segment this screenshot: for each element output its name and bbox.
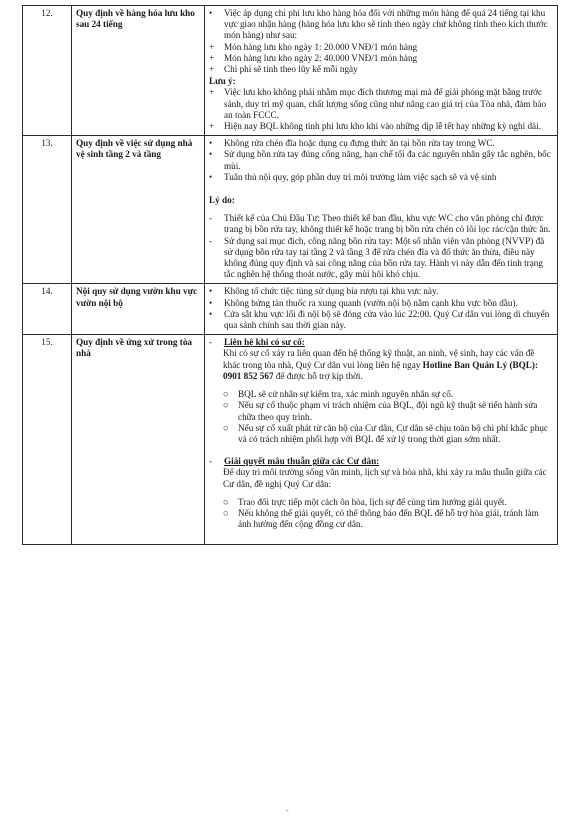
reason-label: Lý do:: [209, 195, 235, 206]
row-number: 14.: [23, 284, 72, 335]
circle-bullet-icon: ○: [223, 507, 229, 518]
regulations-table: [22, 5, 558, 545]
list-item: + Hiện nay BQL không tính phí lưu kho khi vào những dịp lễ tết hay những kỳ nghỉ dài.: [209, 121, 541, 132]
row-title: Quy định về ứng xử trong tòa nhà: [72, 335, 205, 545]
bullet-icon: •: [209, 308, 213, 319]
list-item: • Tuân thủ nội quy, góp phần duy trì môi trường làm việc sạch sẽ và vệ sinh: [209, 171, 497, 182]
plus-icon: +: [209, 41, 215, 52]
row-content: [205, 335, 558, 545]
row-title: Quy định về hàng hóa lưu kho sau 24 tiếng: [72, 6, 205, 136]
list-item: + Món hàng lưu kho ngày 2: 40.000 VNĐ/1 món hàng: [209, 52, 418, 63]
list-item: • Sử dụng bồn rửa tay đúng công năng, hạn chế tối đa các nguyên nhân gây tắc nghẽn, bốc mùi.: [209, 149, 551, 171]
table-row: [23, 6, 558, 136]
row-title: Nội quy sử dụng vườn khu vực vườn nội bộ: [72, 284, 205, 335]
row-title: Quy định về việc sử dụng nhà vệ sinh tầng 2 và tầng: [72, 136, 205, 284]
bullet-icon: •: [209, 149, 213, 160]
circle-bullet-icon: ○: [223, 496, 229, 507]
list-item: • Không rửa chén đĩa hoặc dụng cụ đựng thức ăn tại bồn rửa tay trong WC.: [209, 138, 495, 149]
paragraph: Khi có sự cố xảy ra liên quan đến hệ thống kỹ thuật, an ninh, vệ sinh, hay các vấn đề khác trong tòa nhà, Quý Cư dân vui lòng liên hệ ngay Hotline Ban Quản Lý (BQL): 0901 852 567 để được hỗ trợ kịp thời.: [223, 348, 539, 381]
page-mark: -: [286, 806, 289, 815]
circle-bullet-icon: ○: [223, 389, 229, 400]
list-item: + Chi phí sẽ tính theo lũy kế mỗi ngày: [209, 64, 358, 75]
table-row: [23, 284, 558, 335]
dash-icon: -: [209, 456, 213, 467]
bullet-icon: •: [209, 171, 213, 182]
section-heading: - Liên hệ khi có sự cố:: [209, 337, 305, 348]
hotline-text: Hotline Ban Quản Lý (BQL): 0901 852 567: [223, 359, 539, 381]
row-content: [205, 284, 558, 335]
list-item: • Không bứng tàn thuốc ra xung quanh (vườn nội bộ nằm cạnh khu vực bồn dầu).: [209, 297, 518, 308]
row-number: 12.: [23, 6, 72, 136]
plus-icon: +: [209, 64, 215, 75]
list-item: • Việc áp dụng chi phí lưu kho hàng hóa đối với những món hàng để quá 24 tiếng tại khu vực giao nhận hàng (hàng hóa lưu kho sẽ tính theo ngày chứ không tính theo kích thước món hàng) như sau:: [209, 8, 548, 41]
row-number: 13.: [23, 136, 72, 284]
table-row: [23, 136, 558, 284]
row-content: [205, 136, 558, 284]
section-heading: - Giải quyết mâu thuẫn giữa các Cư dân:: [209, 456, 380, 467]
list-item: ○ Nếu sự cố xuất phát từ căn hộ của Cư dân, Cư dân sẽ chịu toàn bộ chi phí khắc phục và có trách nhiệm phối hợp với BQL để xử lý trong thời gian sớm nhất.: [223, 422, 549, 444]
table-row: [23, 335, 558, 545]
note-label: Lưu ý:: [209, 76, 236, 87]
plus-icon: +: [209, 121, 215, 132]
plus-icon: +: [209, 87, 215, 98]
row-number: 15.: [23, 335, 72, 545]
list-item: + Việc lưu kho không phải nhằm mục đích thương mại mà để giải phóng mặt bằng trước sảnh, duy trì mỹ quan, chất lượng sống cũng như nâng cao giá trị của Tòa nhà, đảm bảo an toàn FCCC.: [209, 87, 547, 120]
paragraph: Để duy trì môi trường sống văn minh, lịch sự và hòa nhã, khi xảy ra mâu thuẫn giữa các Cư dân, đề nghị Quý Cư dân:: [223, 467, 547, 489]
dash-icon: -: [209, 235, 213, 246]
list-item: • Cửa sắt khu vực lối đi nội bộ sẽ đóng cửa vào lúc 22:00. Quý Cư dân vui lòng di chuyển qua sảnh chính sau thời gian này.: [209, 308, 550, 331]
bullet-icon: •: [209, 138, 213, 149]
bullet-icon: •: [209, 286, 213, 297]
list-item: ○ Trao đổi trực tiếp một cách ôn hòa, lịch sự để cùng tìm hướng giải quyết.: [223, 496, 507, 507]
list-item: - Thiết kế của Chủ Đầu Tư: Theo thiết kế ban đầu, khu vực WC cho văn phòng chỉ được trang bị bồn rửa tay, không thiết kế hoặc trang bị bồn rửa chén có lõi lọc rác/cặn thức ăn.: [209, 213, 551, 235]
list-item: • Không tổ chức tiệc tùng sử dụng bia rượu tại khu vực này.: [209, 286, 439, 297]
circle-bullet-icon: ○: [223, 422, 229, 433]
list-item: + Món hàng lưu kho ngày 1: 20.000 VNĐ/1 món hàng: [209, 41, 418, 52]
row-content: [205, 6, 558, 136]
list-item: - Sử dụng sai mục đích, công năng bồn rửa tay: Một số nhân viên văn phòng (NVVP) đã sử dụng bồn rửa tay tại tầng 2 và tầng 3 để rửa chén đĩa và đổ thức ăn thừa, điều này không đúng quy định và sai công năng của bồn rửa tay. Hành vi này dẫn đến tình trạng tắc nghẽn hệ thống thoát nước, gây mùi hôi khó chịu.: [209, 235, 545, 280]
dash-icon: -: [209, 337, 213, 348]
list-item: ○ Nếu không thể giải quyết, có thể thông báo đến BQL để hỗ trợ hòa giải, tránh làm ảnh hưởng đến cộng đồng cư dân.: [223, 507, 539, 530]
plus-icon: +: [209, 52, 215, 63]
list-item: ○ BQL sẽ cử nhân sự kiểm tra, xác minh nguyên nhân sự cố.: [223, 389, 454, 400]
list-item: ○ Nếu sự cố thuộc phạm vi trách nhiệm của BQL, đội ngũ kỹ thuật sẽ tiến hành sửa chữa theo quy trình.: [223, 400, 538, 422]
circle-bullet-icon: ○: [223, 400, 229, 411]
dash-icon: -: [209, 213, 213, 224]
bullet-icon: •: [209, 297, 213, 308]
bullet-icon: •: [209, 8, 213, 18]
